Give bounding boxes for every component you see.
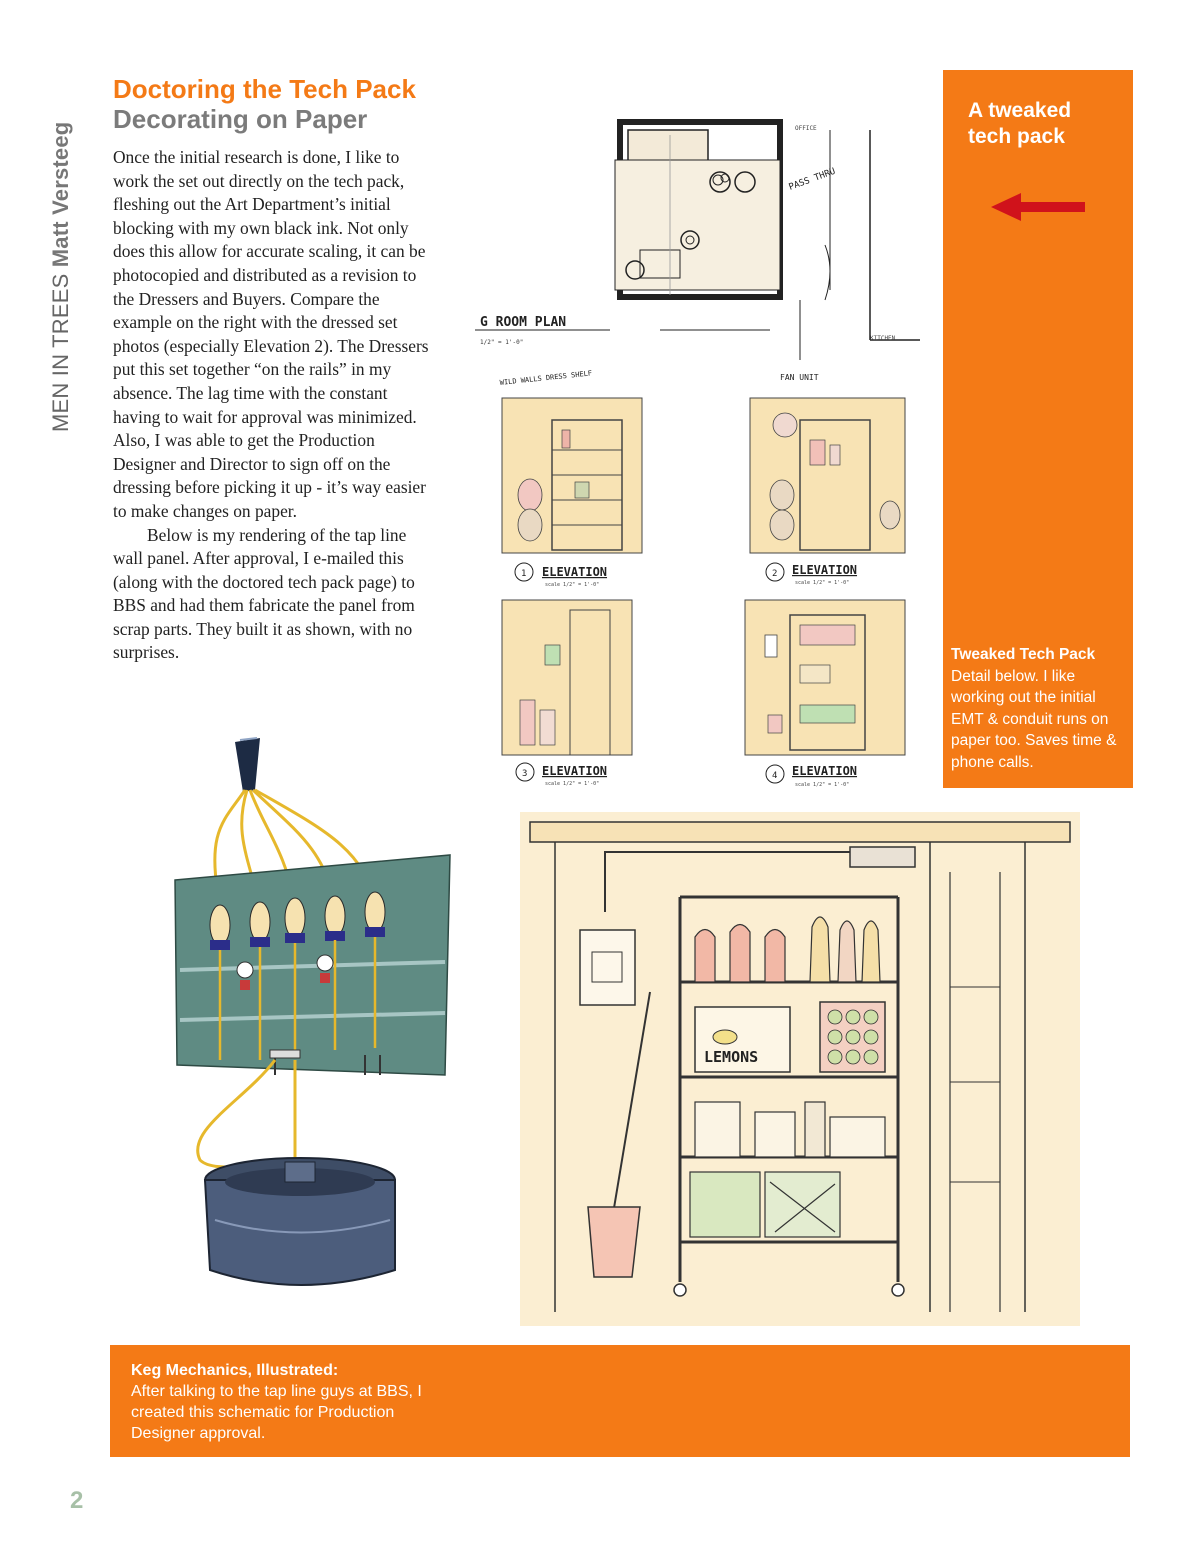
keg-caption-body: After talking to the tap line guys at BBS, I created this schematic for Production Designer approval.	[131, 1383, 422, 1442]
body-text	[113, 146, 439, 665]
pass-thru-label: PASS THRU	[787, 166, 837, 193]
elevation-3-drawing	[502, 600, 632, 755]
elevation-1-drawing	[502, 398, 642, 553]
sidebar-title: A tweaked tech pack	[968, 99, 1072, 148]
elevation-4-drawing	[745, 600, 905, 755]
shelf-elevation-illustration	[520, 812, 1080, 1326]
elevation-4-number: 4	[772, 771, 778, 781]
elevation-1-scale: scale 1/2" = 1'-0"	[545, 582, 600, 588]
elevation-4-label: ELEVATION	[792, 764, 858, 778]
keg-caption	[131, 1360, 431, 1444]
sidebar-caption	[951, 644, 1129, 773]
fan-unit-label: FAN UNIT	[780, 373, 819, 382]
elevation-3-scale: scale 1/2" = 1'-0"	[545, 781, 600, 787]
plan-title: G ROOM PLAN	[480, 315, 567, 330]
body-paragraph-2: Below is my rendering of the tap line wall panel. After approval, I e-mailed this (along with the doctored tech pack page) to BBS and had them fabricate the panel from scrap parts. They built it as shown, with no surprises.	[113, 524, 415, 663]
body-paragraph-1: Once the initial research is done, I like to work the set out directly on the tech pack, fleshing out the Art Department’s initial blocking with my own black ink. Not only does this allow for accurate scaling, it can be photocopied and distributed as a revision to the Dressers and Buyers. Compare the example on the right with the dressed set photos (especially Elevation 2). The Dressers put this set together “on the rails” in my absence. The lag time with the constant having to wait for approval was minimized. Also, I was able to get the Production Designer and Director to sign off on the dressing before picking it up - it’s way easier to make changes on paper.	[113, 147, 429, 521]
author-name: Matt Versteeg	[48, 121, 73, 268]
keg-caption-heading: Keg Mechanics, Illustrated:	[131, 1362, 339, 1379]
elevation-1-label: ELEVATION	[542, 565, 608, 579]
article-heading	[113, 74, 453, 134]
sidebar-caption-heading: Tweaked Tech Pack	[951, 646, 1096, 663]
elevation-1-number: 1	[521, 569, 527, 579]
plan-scale: 1/2" = 1'-0"	[480, 339, 524, 346]
lemons-sign: LEMONS	[704, 1048, 759, 1066]
page-number: 2	[70, 1487, 84, 1514]
sidebar-caption-body: Detail below. I like working out the initial EMT & conduit runs on paper too. Saves time & phone calls.	[951, 667, 1117, 771]
left-arrow-icon	[991, 190, 1087, 224]
series-name: MEN IN TREES	[48, 273, 73, 432]
spine-label	[28, 72, 73, 442]
elevation-2-number: 2	[772, 569, 778, 579]
office-label: OFFICE	[795, 125, 817, 132]
keg-caption-box	[110, 1345, 1130, 1457]
elevation-3-label: ELEVATION	[542, 764, 608, 778]
elevation-3-number: 3	[522, 769, 528, 779]
elevation-2-scale: scale 1/2" = 1'-0"	[795, 580, 850, 586]
elevation-4-scale: scale 1/2" = 1'-0"	[795, 782, 850, 788]
sidebar-callout	[943, 70, 1133, 788]
page-subtitle: Decorating on Paper	[113, 104, 368, 134]
keg-tap-panel-illustration	[165, 730, 465, 1290]
tech-pack-drawing	[470, 100, 920, 795]
spine-text	[48, 122, 74, 432]
kitchen-label: KITCHEN	[870, 335, 896, 342]
elevation-2-label: ELEVATION	[792, 563, 858, 577]
page-title: Doctoring the Tech Pack	[113, 74, 416, 104]
elevation-2-drawing	[750, 398, 905, 553]
wild-walls-label: WILD WALLS DRESS SHELF	[499, 369, 593, 387]
